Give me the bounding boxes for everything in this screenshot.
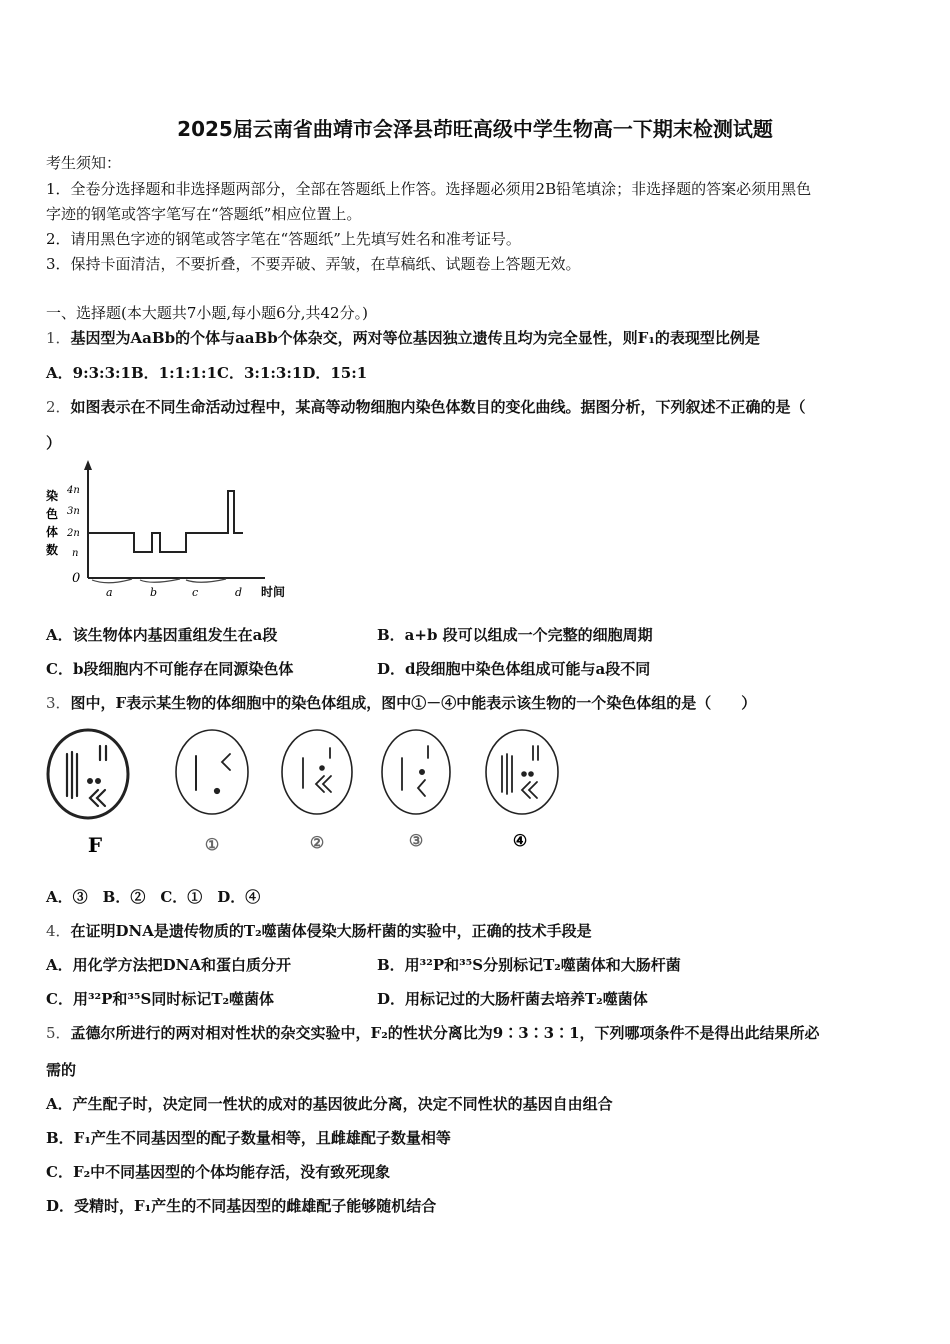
question-3 — [46, 692, 756, 713]
option-b: B．a+b 段可以组成一个完整的细胞周期 — [377, 626, 653, 644]
notice-item: 3．保持卡面清洁，不要折叠，不要弄破、弄皱，在草稿纸、试题卷上答题无效。 — [46, 255, 581, 273]
cell-2 — [282, 730, 352, 814]
x-tick-label: d — [235, 586, 243, 599]
notice-item: 2．请用黑色字迹的钢笔或答字笔在“答题纸”上先填写姓名和准考证号。 — [46, 230, 521, 248]
x-axis-label: 时间 — [261, 585, 286, 599]
question-number: 2． — [46, 398, 71, 416]
chromosome-cells-figure — [40, 724, 580, 864]
question-number: 5． — [46, 1024, 71, 1042]
y-tick-label: 3n — [67, 506, 80, 517]
y-tick-label: 4n — [67, 485, 80, 496]
x-tick-label: b — [150, 586, 158, 599]
option-b: B．用³²P和³⁵S分别标记T₂噬菌体和大肠杆菌 — [377, 956, 681, 974]
option-d: D．d段细胞中染色体组成可能与a段不同 — [377, 660, 651, 678]
y-tick-label: 0 — [72, 571, 81, 586]
notice-heading: 考生须知： — [46, 154, 122, 172]
chromosome-count-chart — [40, 458, 300, 608]
question-text: 如图表示在不同生命活动过程中，某高等动物细胞内染色体数目的变化曲线。据图分析，下列叙述不正确的是（ — [70, 398, 806, 416]
option-b: B．F₁产生不同基因型的配子数量相等，且雌雄配子数量相等 — [46, 1129, 451, 1147]
option-a: A．产生配子时，决定同一性状的成对的基因彼此分离，决定不同性状的基因自由组合 — [46, 1095, 613, 1113]
question-5-text-cont: 需的 — [46, 1061, 77, 1079]
question-1 — [46, 327, 760, 348]
y-axis-label-char: 色 — [46, 507, 59, 521]
cell-1 — [176, 730, 248, 814]
option-d: D．受精时，F₁产生的不同基因型的雌雄配子能够随机结合 — [46, 1197, 437, 1215]
cell-label: ③ — [408, 831, 424, 850]
cell-label: ④ — [512, 831, 528, 850]
cell-label: F — [87, 833, 103, 857]
option-c: C．b段细胞内不可能存在同源染色体 — [46, 660, 294, 678]
question-3-options: A．③ B．② C．① D．④ — [46, 888, 261, 906]
option-c: C．用³²P和³⁵S同时标记T₂噬菌体 — [46, 990, 275, 1008]
question-2-text-cont: ） — [46, 434, 62, 452]
question-number: 4． — [46, 922, 71, 940]
cell-3 — [382, 730, 450, 814]
y-tick-label: 2n — [67, 528, 80, 539]
question-text: 在证明DNA是遗传物质的T₂噬菌体侵染大肠杆菌的实验中，正确的技术手段是 — [70, 922, 592, 940]
cell-label: ② — [309, 833, 325, 852]
option-a: A．用化学方法把DNA和蛋白质分开 — [46, 956, 291, 974]
option-a: A．该生物体内基因重组发生在a段 — [46, 626, 278, 644]
y-axis-label-char: 体 — [46, 525, 59, 539]
x-tick-label: c — [192, 586, 199, 599]
option-c: C．F₂中不同基因型的个体均能存活，没有致死现象 — [46, 1163, 391, 1181]
question-5 — [46, 1022, 820, 1043]
page-title: 2025届云南省曲靖市会泽县茚旺高级中学生物高一下期末检测试题 — [177, 117, 773, 141]
notice-item: 字迹的钢笔或答字笔写在“答题纸”相应位置上。 — [46, 205, 362, 223]
section-heading: 一、选择题(本大题共7小题,每小题6分,共42分。) — [46, 304, 368, 322]
question-text: 基因型为AaBb的个体与aaBb个体杂交，两对等位基因独立遗传且均为完全显性，则F₁的表现型比例是 — [70, 329, 760, 347]
question-number: 3． — [46, 694, 71, 712]
chromosome-curve — [88, 491, 243, 552]
segment-brackets — [92, 579, 226, 583]
question-number: 1． — [46, 329, 71, 347]
question-text: 图中，F表示某生物的体细胞中的染色体组成，图中①－④中能表示该生物的一个染色体组的是（ ） — [70, 694, 757, 712]
notice-item: 1．全卷分选择题和非选择题两部分，全部在答题纸上作答。选择题必须用2B铅笔填涂；非选择题的答案必须用黑色 — [46, 180, 812, 198]
cell-f — [48, 730, 128, 818]
question-text: 孟德尔所进行的两对相对性状的杂交实验中，F₂的性状分离比为9∶3∶3∶1，下列哪项条件不是得出此结果所必 — [70, 1024, 820, 1042]
option-d: D．用标记过的大肠杆菌去培养T₂噬菌体 — [377, 990, 648, 1008]
question-4 — [46, 920, 592, 941]
x-tick-label: a — [106, 586, 113, 599]
question-2 — [46, 396, 806, 417]
y-axis-label-char: 染 — [46, 489, 59, 503]
cell-label: ① — [204, 835, 220, 854]
cell-4 — [486, 730, 558, 814]
y-axis-label-char: 数 — [46, 543, 59, 557]
question-1-options: A．9:3:3:1B．1:1:1:1C．3:1:3:1D．15:1 — [46, 364, 368, 382]
y-axis-arrow — [84, 460, 92, 470]
y-tick-label: n — [72, 548, 79, 559]
